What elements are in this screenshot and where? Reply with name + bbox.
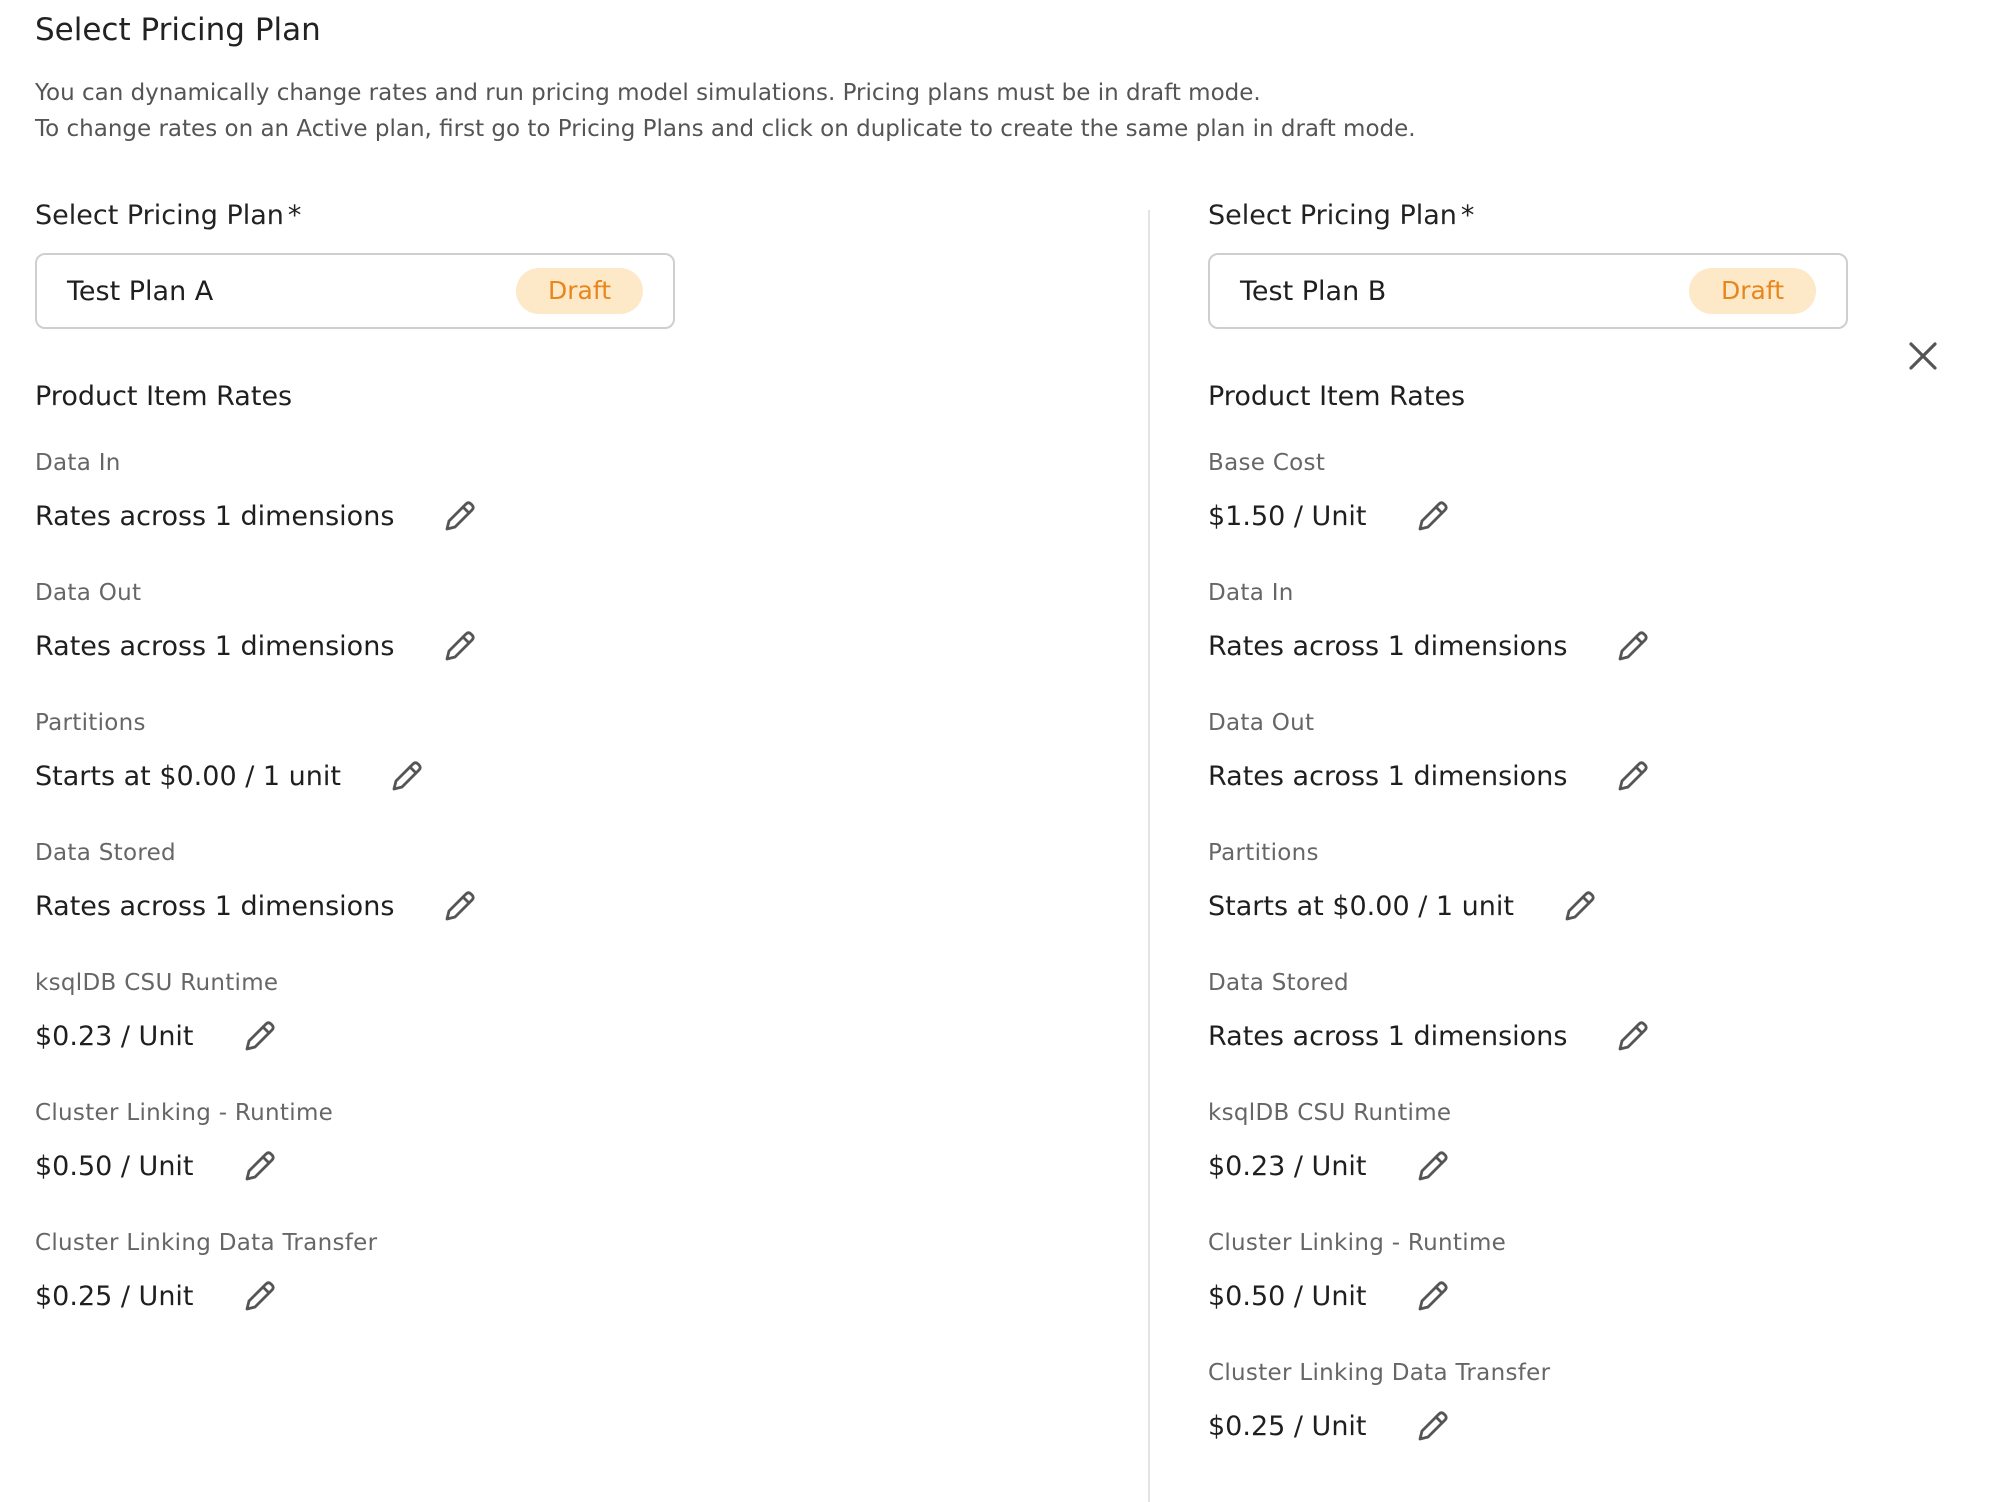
page-description [35, 75, 1416, 147]
rate-value: Rates across 1 dimensions [35, 890, 395, 922]
plan-b-select-row [1208, 253, 1988, 329]
rate-value: $0.23 / Unit [1208, 1150, 1367, 1182]
rate-item [1208, 575, 1988, 705]
rate-value-row [35, 1273, 1125, 1319]
rate-value: Rates across 1 dimensions [35, 500, 395, 532]
rate-item [35, 445, 1125, 575]
rate-label: Data Out [35, 580, 142, 606]
rate-value: $0.50 / Unit [35, 1150, 194, 1182]
edit-rate-button[interactable] [1611, 754, 1655, 798]
selected-plan-name: Test Plan A [67, 275, 214, 307]
rate-label: Data Out [1208, 710, 1315, 736]
plan-b-rates-list [1208, 445, 1988, 1485]
rate-item [35, 965, 1125, 1095]
rate-label: Cluster Linking Data Transfer [1208, 1360, 1551, 1386]
rate-value: $1.50 / Unit [1208, 500, 1367, 532]
selected-plan-name: Test Plan B [1240, 275, 1387, 307]
rate-label: Data In [35, 450, 121, 476]
edit-rate-button[interactable] [438, 884, 482, 928]
edit-rate-button[interactable] [438, 624, 482, 668]
rate-label: Data Stored [1208, 970, 1349, 996]
rate-item [35, 1225, 1125, 1355]
rate-label: Cluster Linking - Runtime [35, 1100, 334, 1126]
pencil-icon [388, 757, 426, 795]
rate-label: Base Cost [1208, 450, 1326, 476]
field-label-text: Select Pricing Plan [1208, 200, 1457, 231]
rate-label: ksqlDB CSU Runtime [35, 970, 279, 996]
edit-rate-button[interactable] [1411, 494, 1455, 538]
status-badge: Draft [1689, 268, 1816, 314]
rate-value-row [1208, 1013, 1988, 1059]
rate-value: $0.23 / Unit [35, 1020, 194, 1052]
plan-a-column [35, 196, 1125, 1355]
rate-value-row [1208, 883, 1988, 929]
close-icon [1907, 340, 1939, 372]
rate-value-row [35, 753, 1125, 799]
page-title: Select Pricing Plan [35, 12, 321, 48]
edit-rate-button[interactable] [385, 754, 429, 798]
pencil-icon [1614, 757, 1652, 795]
pencil-icon [1614, 1017, 1652, 1055]
edit-rate-button[interactable] [1411, 1404, 1455, 1448]
rate-label: Partitions [35, 710, 146, 736]
rate-value: Rates across 1 dimensions [1208, 760, 1568, 792]
section-title: Product Item Rates [35, 381, 293, 412]
rate-value-row [1208, 1273, 1988, 1319]
rate-label: Data Stored [35, 840, 176, 866]
rate-item [35, 835, 1125, 965]
rate-item [35, 575, 1125, 705]
edit-rate-button[interactable] [1611, 1014, 1655, 1058]
rate-value-row [1208, 623, 1988, 669]
plan-a-rates-list [35, 445, 1125, 1355]
rate-value: $0.25 / Unit [35, 1280, 194, 1312]
rate-item [1208, 1095, 1988, 1225]
rate-item [35, 1095, 1125, 1225]
rate-value: Rates across 1 dimensions [1208, 1020, 1568, 1052]
description-line: To change rates on an Active plan, first go to Pricing Plans and click on duplicate to create the same plan in draft mode. [35, 116, 1416, 142]
pencil-icon [1614, 627, 1652, 665]
rate-value-row [1208, 1143, 1988, 1189]
rate-value: Starts at $0.00 / 1 unit [1208, 890, 1514, 922]
rate-value-row [1208, 493, 1988, 539]
edit-rate-button[interactable] [438, 494, 482, 538]
pencil-icon [441, 887, 479, 925]
plan-b-select[interactable] [1208, 253, 1848, 329]
field-label-text: Select Pricing Plan [35, 200, 284, 231]
edit-rate-button[interactable] [1411, 1144, 1455, 1188]
rate-value-row [35, 1013, 1125, 1059]
rate-label: Cluster Linking - Runtime [1208, 1230, 1507, 1256]
rate-value: Starts at $0.00 / 1 unit [35, 760, 341, 792]
plan-a-select-row [35, 253, 1125, 329]
rate-label: Cluster Linking Data Transfer [35, 1230, 378, 1256]
rate-value-row [1208, 753, 1988, 799]
pencil-icon [441, 627, 479, 665]
rate-label: Data In [1208, 580, 1294, 606]
rate-value: Rates across 1 dimensions [35, 630, 395, 662]
edit-rate-button[interactable] [1411, 1274, 1455, 1318]
rate-value-row [35, 1143, 1125, 1189]
rate-label: ksqlDB CSU Runtime [1208, 1100, 1452, 1126]
plan-a-field-label [35, 196, 1125, 236]
rate-item [1208, 1225, 1988, 1355]
rate-item [35, 705, 1125, 835]
pencil-icon [1561, 887, 1599, 925]
remove-plan-button[interactable] [1898, 331, 1948, 381]
edit-rate-button[interactable] [1558, 884, 1602, 928]
pencil-icon [441, 497, 479, 535]
rate-value-row [35, 623, 1125, 669]
pencil-icon [1414, 497, 1452, 535]
rate-value: $0.25 / Unit [1208, 1410, 1367, 1442]
rate-item [1208, 1355, 1988, 1485]
pencil-icon [1414, 1407, 1452, 1445]
pencil-icon [241, 1277, 279, 1315]
rate-item [1208, 705, 1988, 835]
edit-rate-button[interactable] [238, 1144, 282, 1188]
plan-b-column [1208, 196, 1988, 1485]
rate-value-row [35, 883, 1125, 929]
plan-b-field-label [1208, 196, 1988, 236]
status-badge: Draft [516, 268, 643, 314]
rate-value-row [1208, 1403, 1988, 1449]
required-marker: * [287, 200, 302, 231]
column-divider [1148, 210, 1150, 1502]
description-line: You can dynamically change rates and run pricing model simulations. Pricing plans must be in draft mode. [35, 80, 1261, 106]
rate-value: $0.50 / Unit [1208, 1280, 1367, 1312]
required-marker: * [1460, 200, 1475, 231]
rate-value-row [35, 493, 1125, 539]
rate-value: Rates across 1 dimensions [1208, 630, 1568, 662]
pencil-icon [1414, 1277, 1452, 1315]
edit-rate-button[interactable] [1611, 624, 1655, 668]
edit-rate-button[interactable] [238, 1014, 282, 1058]
pencil-icon [241, 1017, 279, 1055]
edit-rate-button[interactable] [238, 1274, 282, 1318]
section-title: Product Item Rates [1208, 381, 1466, 412]
rate-label: Partitions [1208, 840, 1319, 866]
rate-item [1208, 445, 1988, 575]
rate-item [1208, 965, 1988, 1095]
pencil-icon [1414, 1147, 1452, 1185]
pencil-icon [241, 1147, 279, 1185]
rate-item [1208, 835, 1988, 965]
plan-a-select[interactable] [35, 253, 675, 329]
